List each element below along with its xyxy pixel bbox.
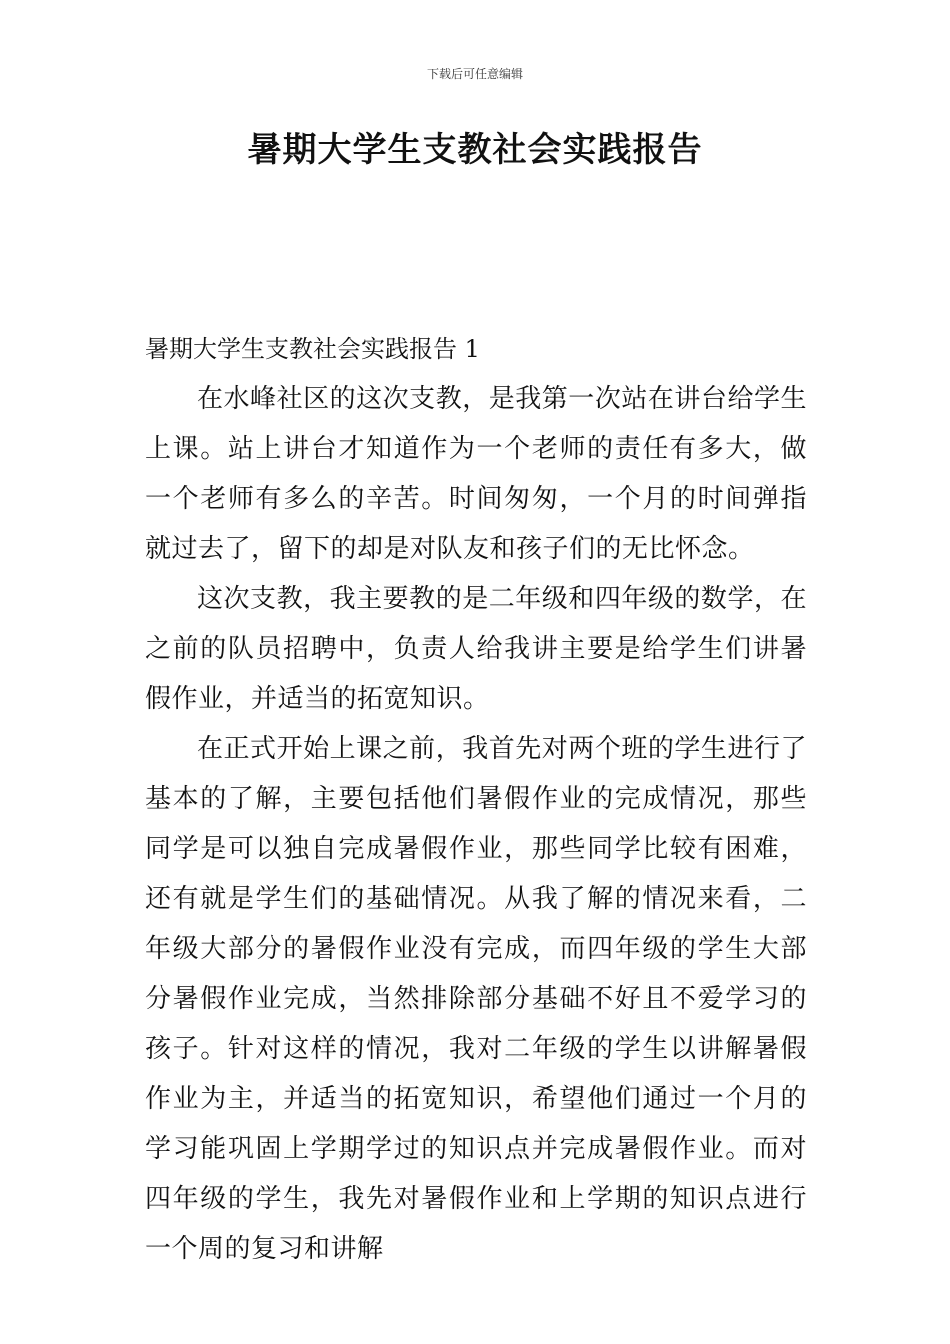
paragraph-1: 在水峰社区的这次支教，是我第一次站在讲台给学生上课。站上讲台才知道作为一个老师的责任有多大，做一个老师有多么的辛苦。时间匆匆，一个月的时间弹指就过去了，留下的却是对队友和孩子们的无比怀念。	[145, 384, 807, 564]
document-title: 暑期大学生支教社会实践报告	[247, 130, 703, 170]
document-body	[145, 324, 807, 1274]
paragraph-2: 这次支教，我主要教的是二年级和四年级的数学，在之前的队员招聘中，负责人给我讲主要是给学生们讲暑假作业，并适当的拓宽知识。	[145, 584, 807, 714]
paragraph-3: 在正式开始上课之前，我首先对两个班的学生进行了基本的了解，主要包括他们暑假作业的完成情况，那些同学是可以独自完成暑假作业，那些同学比较有困难，还有就是学生们的基础情况。从我了解的情况来看，二年级大部分的暑假作业没有完成，而四年级的学生大部分暑假作业完成，当然排除部分基础不好且不爱学习的孩子。针对这样的情况，我对二年级的学生以讲解暑假作业为主，并适当的拓宽知识，希望他们通过一个月的学习能巩固上学期学过的知识点并完成暑假作业。而对四年级的学生，我先对暑假作业和上学期的知识点进行一个周的复习和讲解	[145, 734, 807, 1264]
header-note: 下载后可任意编辑	[426, 67, 523, 81]
section-heading: 暑期大学生支教社会实践报告 1	[145, 335, 480, 363]
